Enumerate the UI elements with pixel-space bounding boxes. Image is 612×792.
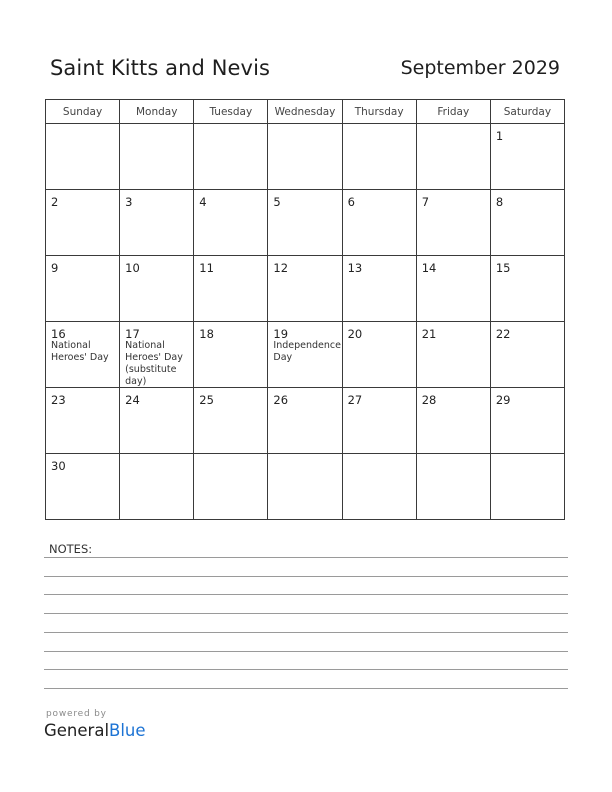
day-cell xyxy=(268,190,342,256)
day-cell xyxy=(46,256,120,322)
day-cell xyxy=(120,124,194,190)
day-cell xyxy=(120,388,194,454)
day-number: 24 xyxy=(125,393,140,407)
day-number: 2 xyxy=(51,195,59,209)
day-cell xyxy=(194,388,268,454)
day-number: 9 xyxy=(51,261,59,275)
day-cell xyxy=(342,454,416,520)
day-cell xyxy=(490,124,564,190)
weekday-header: Saturday xyxy=(490,100,564,124)
note-line xyxy=(44,651,568,652)
brand-general: General xyxy=(44,721,110,740)
day-cell xyxy=(490,190,564,256)
week-row xyxy=(46,454,565,520)
note-line xyxy=(44,613,568,614)
day-cell xyxy=(194,322,268,388)
day-cell xyxy=(120,256,194,322)
note-line xyxy=(44,669,568,670)
day-cell xyxy=(490,256,564,322)
day-number: 30 xyxy=(51,459,66,473)
day-cell xyxy=(342,256,416,322)
day-cell xyxy=(268,322,342,388)
brand-blue: Blue xyxy=(109,721,146,740)
day-cell xyxy=(194,190,268,256)
day-cell xyxy=(46,454,120,520)
day-number: 18 xyxy=(199,327,214,341)
week-row xyxy=(46,124,565,190)
day-cell xyxy=(268,454,342,520)
day-cell xyxy=(46,388,120,454)
weekday-header-row xyxy=(46,100,565,124)
holiday-label: National Heroes' Day (substitute day) xyxy=(125,340,183,387)
notes-label: NOTES: xyxy=(49,542,93,556)
day-cell xyxy=(490,454,564,520)
day-number: 25 xyxy=(199,393,214,407)
day-cell xyxy=(194,124,268,190)
day-cell xyxy=(342,388,416,454)
note-line xyxy=(44,576,568,577)
day-number: 4 xyxy=(199,195,207,209)
week-row xyxy=(46,388,565,454)
day-cell xyxy=(46,190,120,256)
day-number: 23 xyxy=(51,393,66,407)
day-number: 16 xyxy=(51,327,66,341)
day-cell xyxy=(194,256,268,322)
day-cell xyxy=(416,454,490,520)
day-number: 5 xyxy=(273,195,281,209)
day-number: 7 xyxy=(421,195,430,209)
weekday-header: Wednesday xyxy=(268,100,342,124)
week-row xyxy=(46,190,565,256)
weekday-header: Thursday xyxy=(342,100,416,124)
day-number: 13 xyxy=(347,261,363,275)
note-line xyxy=(44,632,568,633)
day-cell xyxy=(342,124,416,190)
week-row xyxy=(46,322,565,388)
day-number: 19 xyxy=(273,327,289,341)
day-cell xyxy=(268,124,342,190)
day-cell xyxy=(416,322,490,388)
day-number: 14 xyxy=(421,261,437,275)
day-number: 22 xyxy=(495,327,511,341)
day-cell xyxy=(490,388,564,454)
day-number: 8 xyxy=(495,195,504,209)
week-row xyxy=(46,256,565,322)
day-number: 10 xyxy=(125,261,140,275)
month-year-title: September 2029 xyxy=(400,57,560,79)
day-cell xyxy=(342,190,416,256)
day-number: 15 xyxy=(495,261,511,275)
powered-by-text: powered by xyxy=(46,709,107,719)
day-cell xyxy=(194,454,268,520)
day-cell xyxy=(416,256,490,322)
day-cell xyxy=(416,388,490,454)
day-cell xyxy=(268,388,342,454)
day-cell xyxy=(46,322,120,388)
holiday-label: National Heroes' Day xyxy=(51,340,109,363)
day-number: 26 xyxy=(273,393,289,407)
day-number: 29 xyxy=(495,393,511,407)
day-cell xyxy=(120,322,194,388)
day-number: 11 xyxy=(199,261,214,275)
weekday-header: Sunday xyxy=(46,100,120,124)
note-line xyxy=(44,594,568,595)
day-cell xyxy=(416,124,490,190)
day-number: 6 xyxy=(347,195,355,209)
calendar-grid xyxy=(45,99,565,520)
day-cell xyxy=(416,190,490,256)
day-cell xyxy=(490,322,564,388)
day-number: 28 xyxy=(421,393,437,407)
note-line xyxy=(44,688,568,689)
day-number: 21 xyxy=(421,327,437,341)
note-line xyxy=(44,557,568,558)
day-number: 12 xyxy=(273,261,289,275)
day-cell xyxy=(342,322,416,388)
day-cell xyxy=(120,454,194,520)
day-number: 27 xyxy=(347,393,363,407)
day-number: 3 xyxy=(125,195,133,209)
day-cell xyxy=(46,124,120,190)
brand-logo[interactable] xyxy=(44,721,146,740)
day-number: 1 xyxy=(495,129,504,143)
weekday-header: Monday xyxy=(120,100,194,124)
country-title: Saint Kitts and Nevis xyxy=(50,56,271,80)
day-number: 20 xyxy=(347,327,363,341)
weekday-header: Friday xyxy=(416,100,490,124)
day-number: 17 xyxy=(125,327,140,341)
weekday-header: Tuesday xyxy=(194,100,268,124)
day-cell xyxy=(120,190,194,256)
holiday-label: Independence Day xyxy=(273,340,341,363)
day-cell xyxy=(268,256,342,322)
